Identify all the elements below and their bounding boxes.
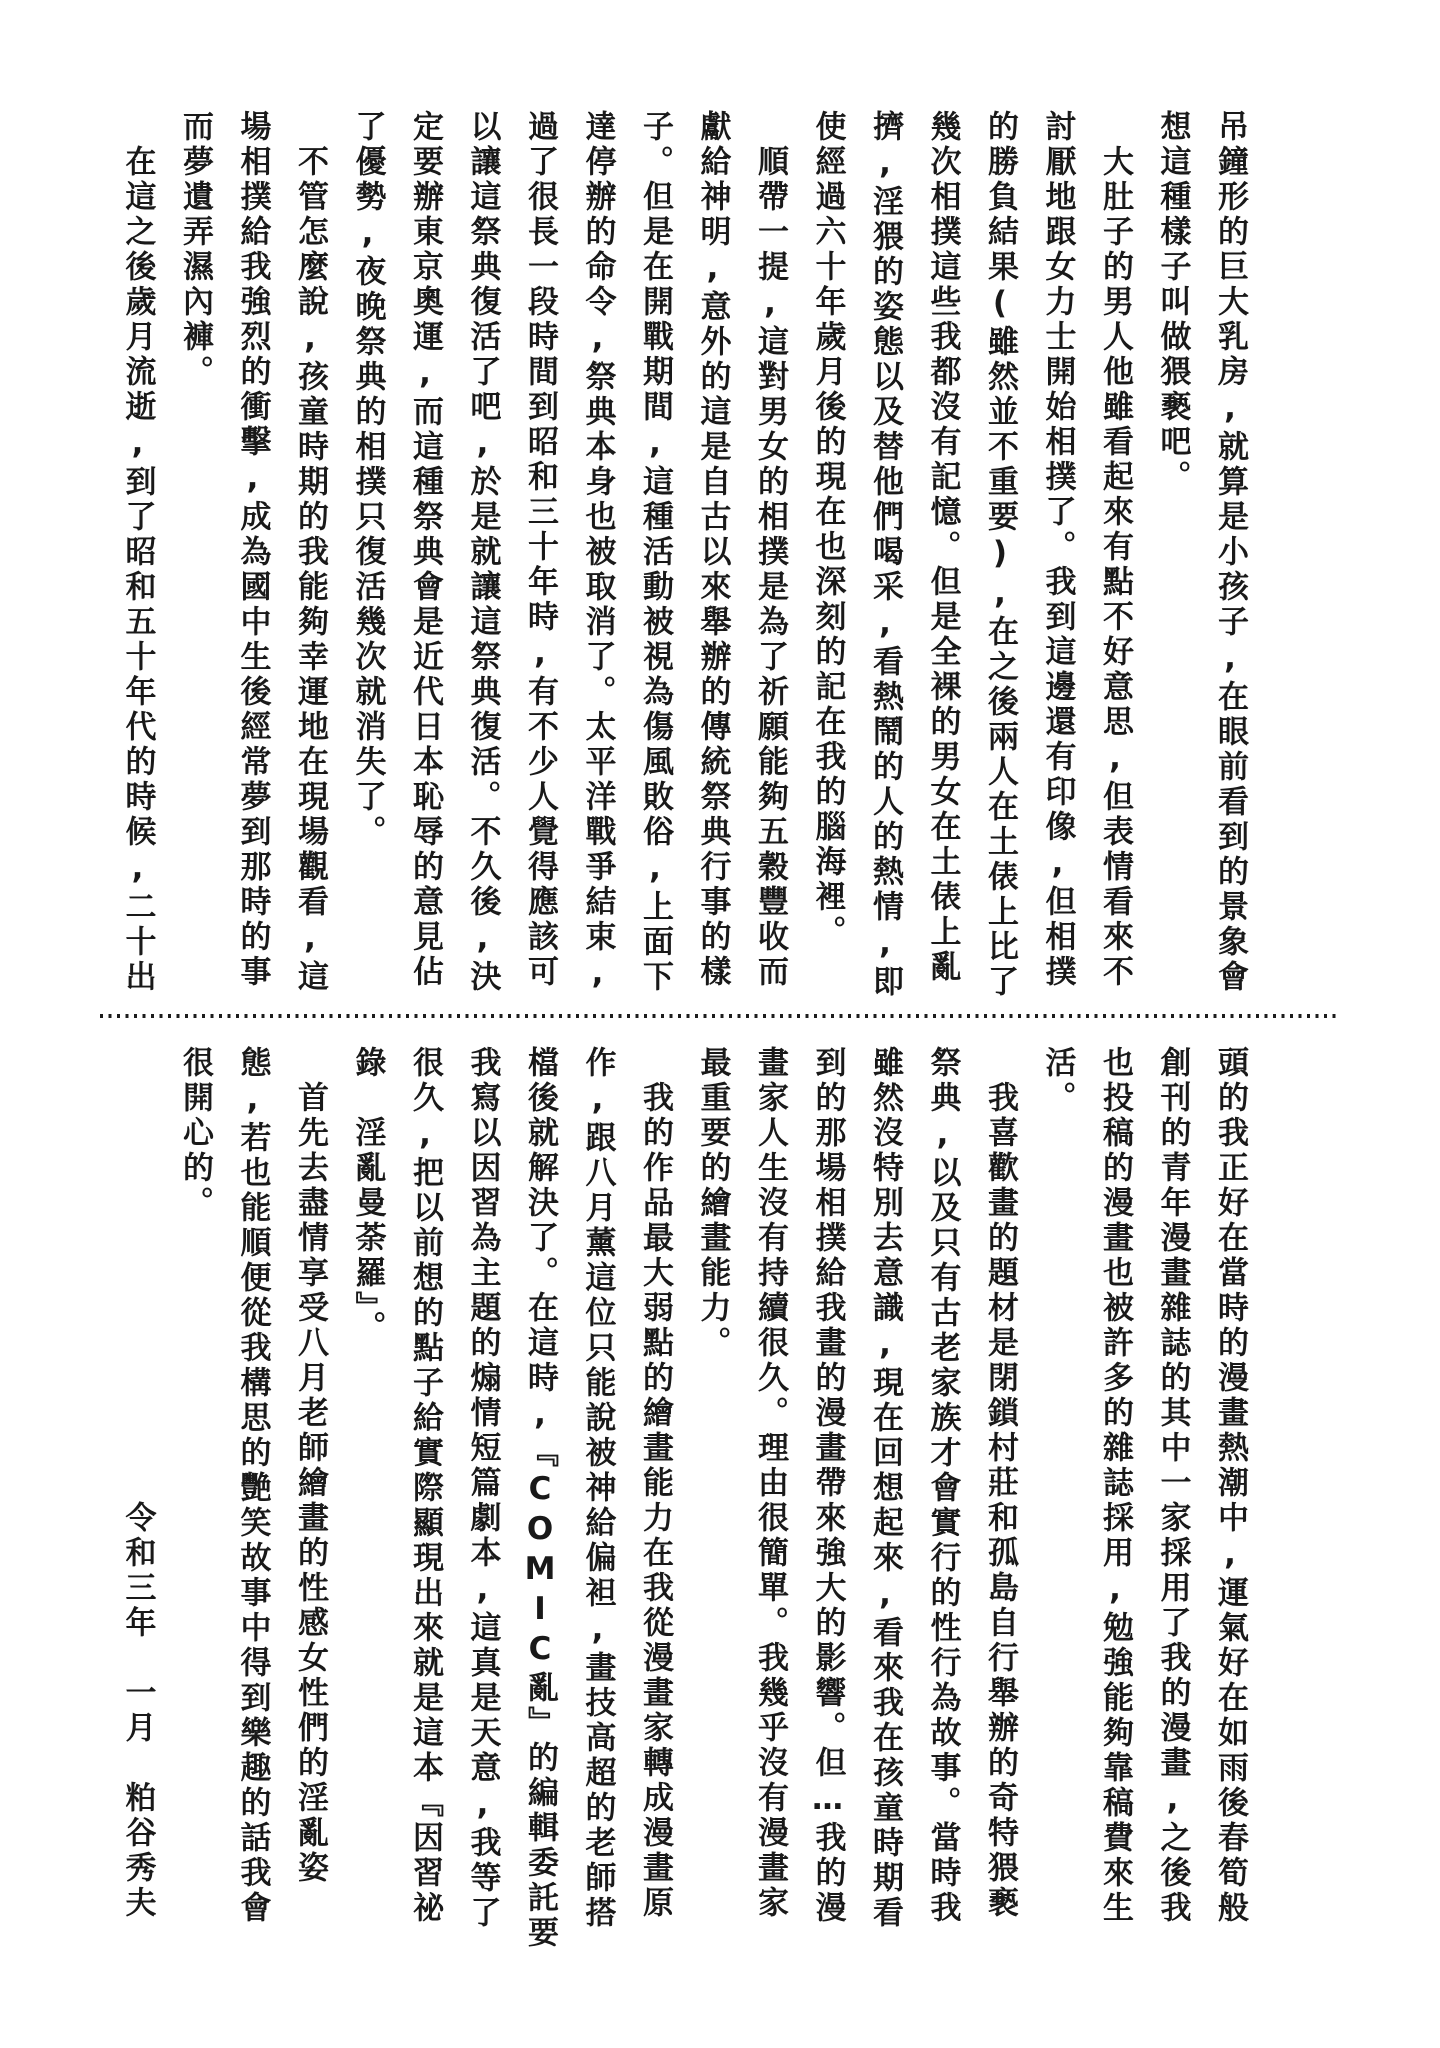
text-column: 在這之後歲月流逝,到了昭和五十年代的時候,二十出 [119,110,156,995]
text-column: 態,若也能順便從我構思的艷笑故事中得到樂趣的話我會 [234,1046,271,1926]
text-column: 活。 [1039,1046,1076,1116]
text-column: 我喜歡畫的題材是閉鎖村莊和孤島自行舉辦的奇特猥褻 [982,1046,1018,1921]
text-column: 過了很長一段時間到昭和三十年時,有不少人覺得應該可 [522,110,558,990]
text-column: 擠,淫猥的姿態以及替他們喝采,看熱鬧的人的熱情,即 [867,110,903,1000]
text-column: 而夢遺弄濕內褲。 [177,110,213,390]
text-column: 了優勢,夜晚祭典的相撲只復活幾次就消失了。 [349,110,386,850]
text-column: 創刊的青年漫畫雜誌的其中一家採用了我的漫畫,之後我 [1154,1046,1191,1926]
text-column: 雖然沒特別去意識,現在回想起來,看來我在孩童時期看 [867,1046,903,1931]
text-column: 我的作品最大弱點的繪畫能力在我從漫畫家轉成漫畫原 [637,1046,673,1921]
text-column: 順帶一提,這對男女的相撲是為了祈願能夠五穀豐收而 [752,110,788,990]
text-column: 達停辦的命令,祭典本身也被取消了。太平洋戰爭結束, [579,110,616,995]
text-column: 錄 淫亂曼荼羅』。 [349,1046,386,1346]
text-column: 吊鐘形的巨大乳房,就算是小孩子,在眼前看到的景象會 [1212,110,1248,995]
afterword-top-block [108,110,1258,1000]
author-signature: 令和三年 一月 粕谷秀夫 [119,1501,156,1921]
dotted-divider [100,1014,1340,1018]
text-column: 以讓這祭典復活了吧,於是就讓這祭典復活。不久後,決 [464,110,501,995]
text-column: 使經過六十年歲月後的現在也深刻的記在我的腦海裡。 [809,110,846,950]
text-column: 首先去盡情享受八月老師繪畫的性感女性們的淫亂姿 [292,1046,328,1886]
text-column: 的勝負結果(雖然並不重要),在之後兩人在土俵上比了 [982,110,1018,1000]
text-column: 不管怎麼說,孩童時期的我能夠幸運地在現場觀看,這 [292,110,328,995]
text-column: 到的那場相撲給我畫的漫畫帶來強大的影響。但…我的漫 [809,1046,846,1926]
text-column: 我寫以因習為主題的煽情短篇劇本,這真是天意,我等了 [464,1046,501,1931]
text-column: 檔後就解決了。在這時,『COMIC亂』的編輯委託要 [522,1046,558,1951]
text-column: 作,跟八月薰這位只能說被神給偏袒,畫技高超的老師搭 [579,1046,616,1931]
text-column: 大肚子的男人他雖看起來有點不好意思,但表情看來不 [1097,110,1133,990]
text-column: 頭的我正好在當時的漫畫熱潮中,運氣好在如雨後春筍般 [1212,1046,1248,1926]
text-column: 想這種樣子叫做猥褻吧。 [1154,110,1191,495]
text-column: 最重要的繪畫能力。 [694,1046,731,1361]
text-column: 獻給神明,意外的這是自古以來舉辦的傳統祭典行事的樣 [694,110,731,990]
text-column: 也投稿的漫畫也被許多的雜誌採用,勉強能夠靠稿費來生 [1097,1046,1133,1926]
text-column: 畫家人生沒有持續很久。理由很簡單。我幾乎沒有漫畫家 [752,1046,788,1921]
text-column: 很開心的。 [177,1046,213,1221]
afterword-bottom-block [108,1046,1258,1951]
text-column: 場相撲給我強烈的衝擊,成為國中生後經常夢到那時的事 [234,110,271,990]
text-column: 祭典,以及只有古老家族才會實行的性行為故事。當時我 [924,1046,961,1926]
text-column: 子。但是在開戰期間,這種活動被視為傷風敗俗,上面下 [637,110,673,995]
text-column: 定要辦東京奧運,而這種祭典會是近代日本恥辱的意見佔 [407,110,443,990]
text-column: 討厭地跟女力士開始相撲了。我到這邊還有印像,但相撲 [1039,110,1076,990]
text-column: 很久,把以前想的點子給實際顯現出來就是這本『因習祕 [407,1046,443,1926]
text-column: 幾次相撲這些我都沒有記憶。但是全裸的男女在土俵上亂 [924,110,961,985]
